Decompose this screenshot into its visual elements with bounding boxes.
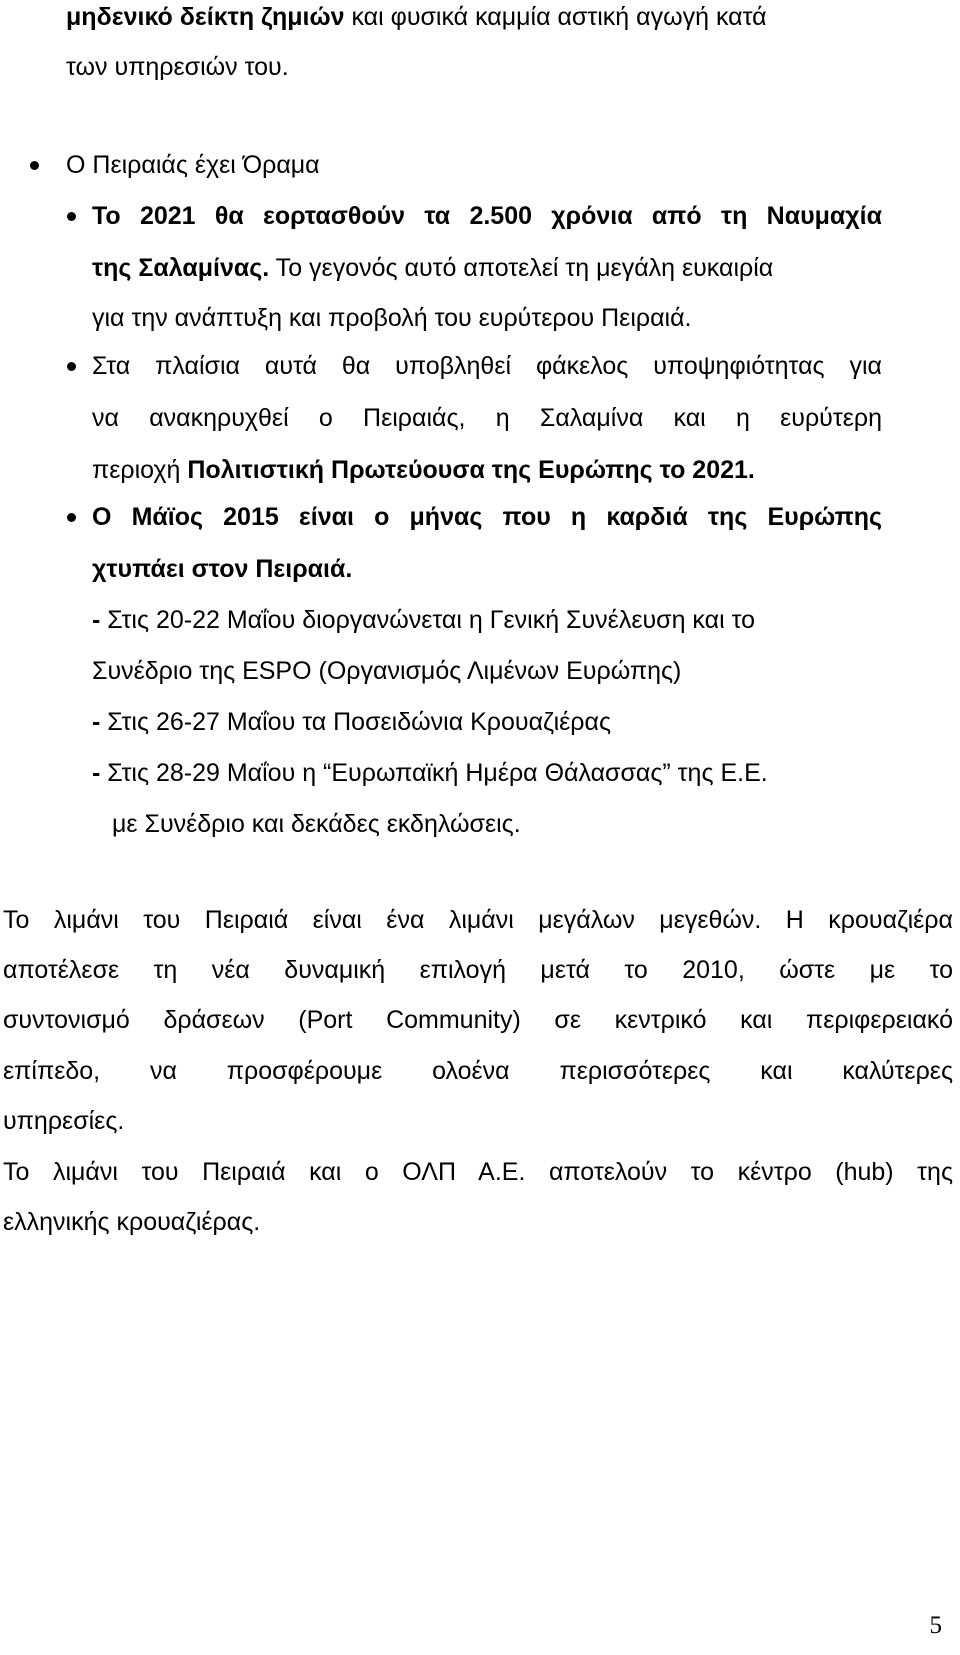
para-1-line-4: επίπεδο, να προσφέρουμε ολοένα περισσότερες και καλύτερες (3, 1057, 953, 1085)
bullet-4-line-1: Ο Μάϊος 2015 είναι ο μήνας που η καρδιά της Ευρώπης (92, 503, 882, 531)
event-1-line-1 (92, 605, 755, 635)
bullet-2-line-2 (92, 253, 773, 283)
bullet-icon (30, 161, 39, 170)
para-1-line-3: συντονισμό δράσεων (Port Community) σε κεντρικό και περιφερειακό (3, 1006, 953, 1034)
bullet-3-line-2: να ανακηρυχθεί ο Πειραιάς, η Σαλαμίνα και η ευρύτερη (92, 404, 882, 432)
bullet-2-line-1: Το 2021 θα εορτασθούν τα 2.500 χρόνια από τη Ναυμαχία (92, 202, 882, 230)
event-2-text: Στις 26-27 Μαΐου τα Ποσειδώνια Κρουαζιέρας (100, 708, 612, 736)
intro-rest: και φυσικά καμμία αστική αγωγή κατά (344, 3, 767, 31)
event-2-dash: - (92, 708, 101, 736)
event-1-line-2: Συνέδριο της ESPO (Οργανισμός Λιμένων Ευρώπης) (92, 657, 682, 685)
event-2 (92, 707, 611, 737)
para-1-line-1: Το λιμάνι του Πειραιά είναι ένα λιμάνι μεγάλων μεγεθών. Η κρουαζιέρα (3, 906, 953, 934)
bullet-3-plain: περιοχή (92, 456, 188, 484)
bullet-2-bold: της Σαλαμίνας. (92, 254, 270, 282)
bullet-3-line-1: Στα πλαίσια αυτά θα υποβληθεί φάκελος υποψηφιότητας για (92, 352, 882, 380)
event-3-dash: - (92, 759, 101, 787)
bullet-3-line-3 (92, 455, 755, 485)
para-2-line-2: ελληνικής κρουαζιέρας. (3, 1208, 261, 1236)
intro-bold: μηδενικό δείκτη ζημιών (66, 3, 345, 31)
event-4: με Συνέδριο και δεκάδες εκδηλώσεις. (112, 810, 521, 838)
event-1-text: Στις 20-22 Μαΐου διοργανώνεται η Γενική Συνέλευση και το (100, 606, 755, 634)
event-1-dash: - (92, 606, 101, 634)
bullet-2-rest: Το γεγονός αυτό αποτελεί τη μεγάλη ευκαιρία (269, 254, 774, 282)
intro-line-1 (66, 2, 767, 32)
bullet-3-bold: Πολιτιστική Πρωτεύουσα της Ευρώπης το 2021. (187, 456, 755, 484)
event-3 (92, 758, 768, 788)
event-3-text: Στις 28-29 Μαΐου η “Ευρωπαϊκή Ημέρα Θάλασσας” της Ε.Ε. (100, 759, 768, 787)
bullet-icon (67, 513, 76, 522)
bullet-2-line-3: για την ανάπτυξη και προβολή του ευρύτερου Πειραιά. (92, 304, 692, 332)
para-1-line-5: υπηρεσίες. (3, 1107, 125, 1135)
bullet-4-line-2: χτυπάει στον Πειραιά. (92, 555, 353, 583)
bullet-icon (67, 362, 76, 371)
bullet-icon (67, 212, 76, 221)
page-number: 5 (929, 1612, 942, 1639)
para-2-line-1: Το λιμάνι του Πειραιά και ο ΟΛΠ Α.Ε. αποτελούν το κέντρο (hub) της (3, 1158, 953, 1186)
bullet-1-text: Ο Πειραιάς έχει Όραμα (66, 151, 320, 179)
para-1-line-2: αποτέλεσε τη νέα δυναμική επιλογή μετά το 2010, ώστε με το (3, 956, 953, 984)
intro-line-2: των υπηρεσιών του. (66, 53, 289, 81)
